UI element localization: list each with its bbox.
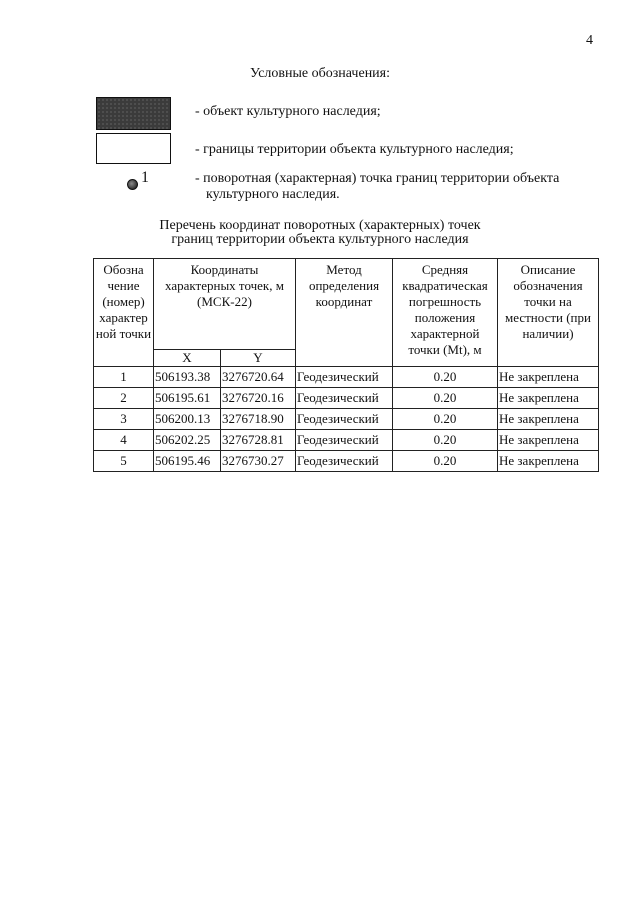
description-cell: Не закреплена [498, 451, 599, 472]
x-cell: 506202.25 [154, 430, 221, 451]
description-cell: Не закреплена [498, 430, 599, 451]
table-row [94, 451, 599, 472]
error-cell: 0.20 [393, 409, 498, 430]
y-cell: 3276720.16 [221, 388, 296, 409]
table-row [94, 388, 599, 409]
coordinates-table [93, 258, 599, 472]
description-cell: Не закреплена [498, 388, 599, 409]
point-number-cell: 1 [94, 367, 154, 388]
header-coordinates: Координаты характерных точек, м (МСК-22) [154, 259, 296, 350]
point-number-cell: 3 [94, 409, 154, 430]
legend-item-label-line2: культурного наследия. [206, 187, 340, 202]
table-title [0, 219, 640, 247]
method-cell: Геодезический [296, 367, 393, 388]
y-cell: 3276730.27 [221, 451, 296, 472]
filled-rectangle-icon [96, 97, 171, 130]
error-cell: 0.20 [393, 430, 498, 451]
point-number-cell: 5 [94, 451, 154, 472]
turning-point-icon [127, 179, 138, 190]
table-title-line1: Перечень координат поворотных (характерных) точек [159, 218, 481, 233]
page-number: 4 [586, 33, 593, 48]
legend-title: Условные обозначения: [249, 66, 391, 81]
header-x: X [154, 350, 221, 367]
turning-point-marker-label: 1 [141, 169, 149, 186]
empty-rectangle-icon [96, 133, 171, 164]
header-y: Y [221, 350, 296, 367]
x-cell: 506193.38 [154, 367, 221, 388]
point-number-cell: 2 [94, 388, 154, 409]
x-cell: 506195.46 [154, 451, 221, 472]
error-cell: 0.20 [393, 388, 498, 409]
table-title-line2: границ территории объекта культурного наследия [171, 232, 469, 247]
description-cell: Не закреплена [498, 409, 599, 430]
description-cell: Не закреплена [498, 367, 599, 388]
header-error: Средняя квадратическая погрешность положения характерной точки (Mt), м [393, 259, 498, 367]
legend-item-label [195, 171, 605, 203]
header-method: Метод определения координат [296, 259, 393, 367]
method-cell: Геодезический [296, 430, 393, 451]
header-designation: Обозна чение (номер) характер ной точки [94, 259, 154, 367]
legend-item-label: - объект культурного наследия; [195, 104, 381, 119]
error-cell: 0.20 [393, 367, 498, 388]
x-cell: 506200.13 [154, 409, 221, 430]
legend-item-label-line1: - поворотная (характерная) точка границ территории объекта [195, 171, 560, 186]
y-cell: 3276718.90 [221, 409, 296, 430]
header-description: Описание обозначения точки на местности (при наличии) [498, 259, 599, 367]
table-row [94, 367, 599, 388]
point-number-cell: 4 [94, 430, 154, 451]
y-cell: 3276728.81 [221, 430, 296, 451]
y-cell: 3276720.64 [221, 367, 296, 388]
error-cell: 0.20 [393, 451, 498, 472]
table-row [94, 430, 599, 451]
legend-item-label: - границы территории объекта культурного наследия; [195, 142, 514, 157]
table-row [94, 409, 599, 430]
method-cell: Геодезический [296, 409, 393, 430]
x-cell: 506195.61 [154, 388, 221, 409]
method-cell: Геодезический [296, 388, 393, 409]
method-cell: Геодезический [296, 451, 393, 472]
